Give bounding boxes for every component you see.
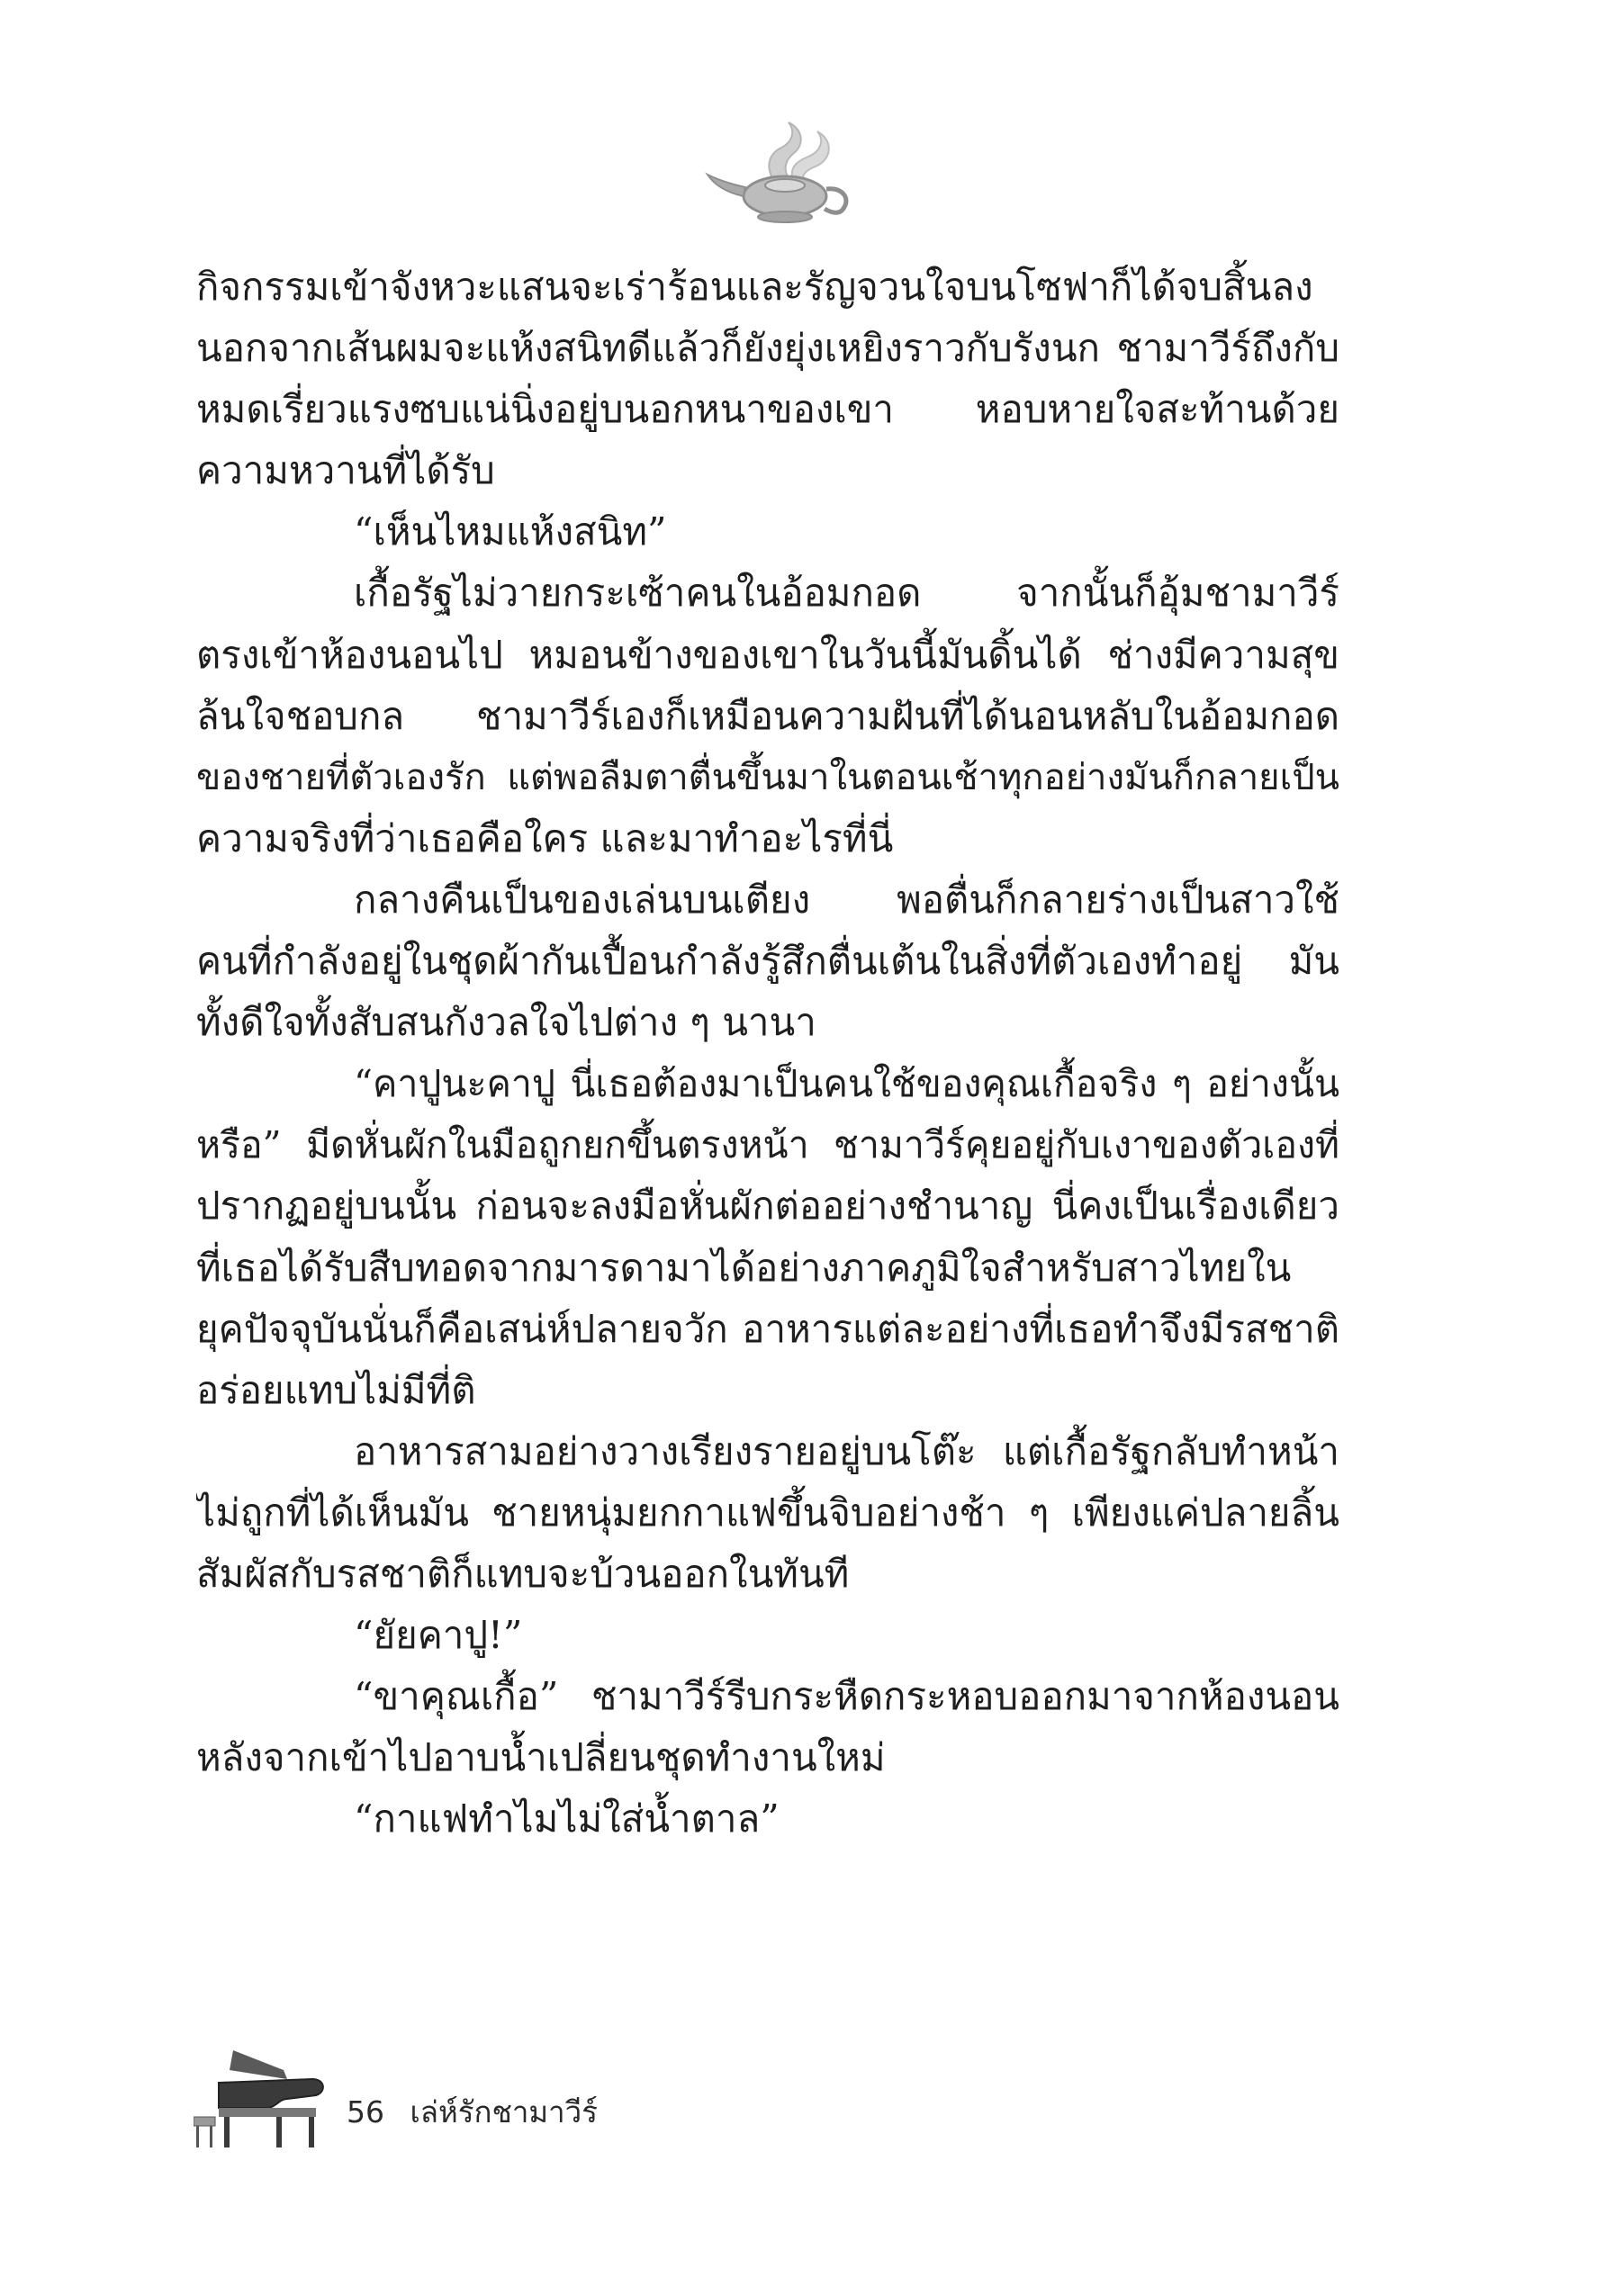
text-line: หมดเรี่ยวแรงซบแน่นิ่งอยู่บนอกหนาของเขา หอบหายใจสะท้านด้วย (196, 387, 1339, 432)
text-line: ที่เธอได้รับสืบทอดจากมารดามาได้อย่างภาคภูมิใจสำหรับสาวไทยใน (196, 1245, 1292, 1290)
page-number: 56 (347, 2094, 384, 2129)
page-footer (347, 2088, 598, 2136)
text-line: ความจริงที่ว่าเธอคือใคร และมาทำอะไรที่นี่ (196, 815, 894, 860)
text-line: คนที่กำลังอยู่ในชุดผ้ากันเปื้อนกำลังรู้สึกตื่นเต้นในสิ่งที่ตัวเองทำอยู่ มัน (196, 939, 1339, 984)
text-line: กิจกรรมเข้าจังหวะแสนจะเร่าร้อนและรัญจวนใจบนโซฟาก็ได้จบสิ้นลง (196, 265, 1313, 309)
body-text (196, 257, 1339, 1850)
text-line: “เห็นไหมแห้งสนิท” (354, 509, 667, 554)
teapot-with-steam-icon (702, 108, 864, 243)
text-line: ไม่ถูกที่ได้เห็นมัน ชายหนุ่มยกกาแฟขึ้นจิบอย่างช้า ๆ เพียงแค่ปลายลิ้น (196, 1490, 1339, 1535)
text-line: กลางคืนเป็นของเล่นบนเตียง พอตื่นก็กลายร่างเป็นสาวใช้ (354, 877, 1339, 922)
text-line: “กาแฟทำไมไม่ใส่น้ำตาล” (354, 1796, 780, 1841)
text-line: ความหวานที่ได้รับ (196, 448, 495, 493)
text-line: ปรากฏอยู่บนนั้น ก่อนจะลงมือหั่นผักต่ออย่างชำนาญ นี่คงเป็นเรื่องเดียว (196, 1184, 1339, 1229)
text-line: อร่อยแทบไม่มีที่ติ (196, 1367, 476, 1412)
text-line: “คาปูนะคาปู นี่เธอต้องมาเป็นคนใช้ของคุณเกื้อจริง ๆ อย่างนั้น (354, 1062, 1339, 1106)
text-line: ยุคปัจจุบันนั่นก็คือเสน่ห์ปลายจวัก อาหารแต่ละอย่างที่เธอทำจึงมีรสชาติ (196, 1306, 1339, 1351)
text-line: ตรงเข้าห้องนอนไป หมอนข้างของเขาในวันนี้มันดิ้นได้ ช่างมีความสุข (196, 632, 1339, 677)
text-line: สัมผัสกับรสชาติก็แทบจะบ้วนออกในทันที (196, 1551, 850, 1596)
text-line: อาหารสามอย่างวางเรียงรายอยู่บนโต๊ะ แต่เกื้อรัฐกลับทำหน้า (354, 1428, 1339, 1473)
text-line: หรือ” มีดหั่นผักในมือถูกยกขึ้นตรงหน้า ชามาวีร์คุยอยู่กับเงาของตัวเองที่ (196, 1123, 1339, 1167)
text-line: นอกจากเส้นผมจะแห้งสนิทดีแล้วก็ยังยุ่งเหยิงราวกับรังนก ชามาวีร์ถึงกับ (196, 326, 1339, 371)
text-line: หลังจากเข้าไปอาบน้ำเปลี่ยนชุดทำงานใหม่ (196, 1735, 886, 1780)
text-line: ของชายที่ตัวเองรัก แต่พอลืมตาตื่นขึ้นมาในตอนเช้าทุกอย่างมันก็กลายเป็น (196, 756, 1339, 798)
text-line: “ขาคุณเกื้อ” ชามาวีร์รีบกระหืดกระหอบออกมาจากห้องนอน (354, 1674, 1339, 1719)
text-line: “ยัยคาปู!” (354, 1613, 523, 1658)
text-line: ล้นใจชอบกล ชามาวีร์เองก็เหมือนความฝันที่ได้นอนหลับในอ้อมกอด (196, 693, 1339, 738)
book-title: เล่ห์รักชามาวีร์ (410, 2094, 598, 2129)
text-line: ทั้งดีใจทั้งสับสนกังวลใจไปต่าง ๆ นานา (196, 1000, 816, 1045)
grand-piano-icon (194, 2043, 329, 2151)
text-line: เกื้อรัฐไม่วายกระเซ้าคนในอ้อมกอด จากนั้นก็อุ้มชามาวีร์ (354, 571, 1339, 616)
